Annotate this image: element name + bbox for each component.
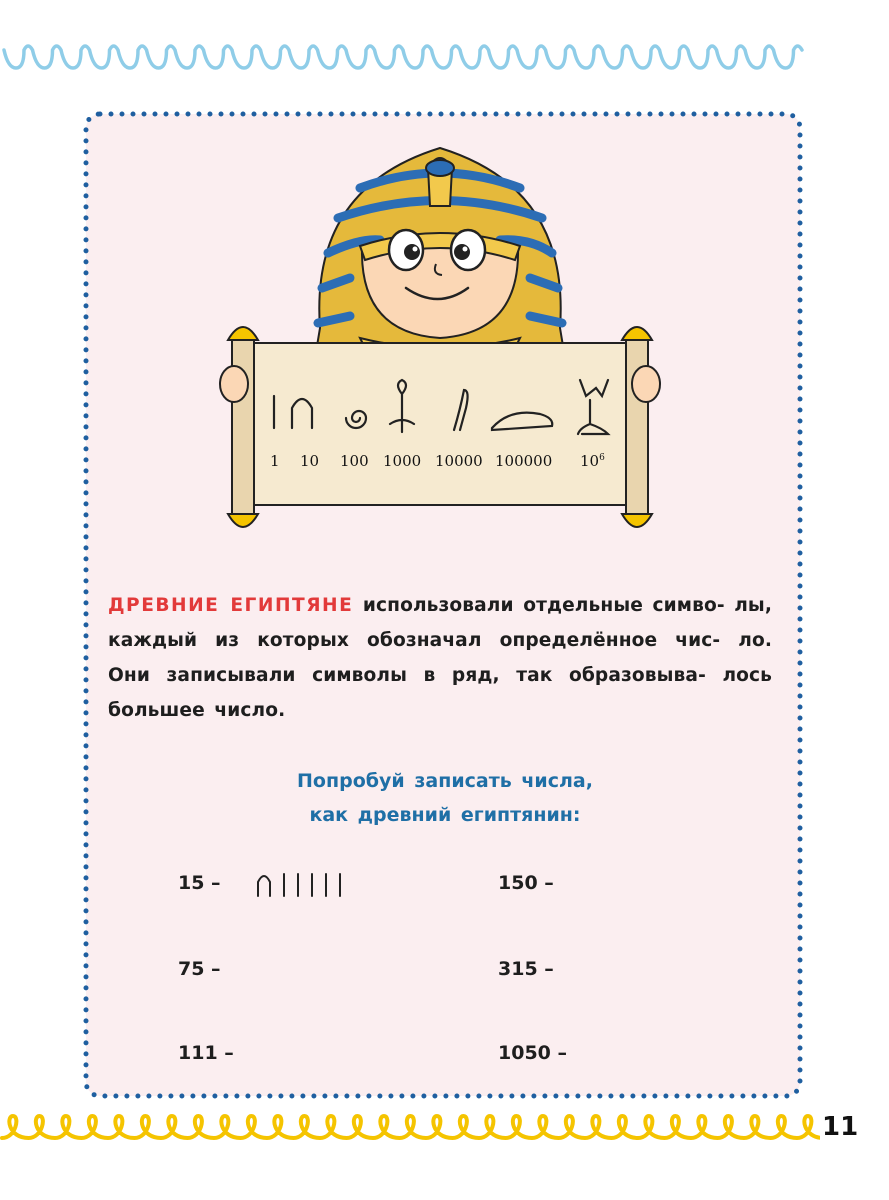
exercise-75: 75 –: [178, 958, 221, 980]
intro-line-2: лы, каждый из которых обозначал определённое чис-: [108, 595, 773, 651]
exercise-1050: 1050 –: [498, 1042, 567, 1064]
pharaoh-illustration: [210, 128, 670, 548]
scroll-label-100000: 100000: [495, 452, 553, 470]
exercise-111: 111 –: [178, 1042, 234, 1064]
example-answer-hieroglyphs: [252, 868, 372, 898]
prompt-line-1: Попробуй записать числа,: [297, 770, 593, 792]
scroll-label-1: 1: [270, 452, 280, 470]
top-wave-decoration: [0, 38, 889, 78]
scroll-label-10: 10: [300, 452, 320, 470]
intro-highlight: ДРЕВНИЕ ЕГИПТЯНЕ: [108, 595, 354, 616]
prompt-line-2: как древний египтянин:: [309, 804, 581, 826]
exercise-150: 150 –: [498, 872, 554, 894]
scroll-number-labels: [262, 452, 622, 476]
page-number: 11: [822, 1112, 859, 1142]
scroll-label-million: [580, 452, 605, 470]
bottom-wave-decoration: [0, 1108, 820, 1148]
task-prompt: [150, 764, 740, 832]
scroll-label-100: 100: [340, 452, 369, 470]
scroll-label-base: 10: [580, 452, 600, 470]
intro-line-4: лось большее число.: [108, 665, 773, 721]
intro-paragraph: [108, 588, 772, 728]
exercise-315: 315 –: [498, 958, 554, 980]
scroll-label-10000: 10000: [435, 452, 483, 470]
intro-line-3: ло. Они записывали символы в ряд, так образовыва-: [108, 630, 772, 686]
exercise-15: 15 –: [178, 872, 221, 894]
scroll-label-1000: 1000: [383, 452, 422, 470]
intro-line-1: использовали отдельные симво-: [353, 595, 725, 616]
scroll-label-exponent: 6: [599, 453, 605, 463]
